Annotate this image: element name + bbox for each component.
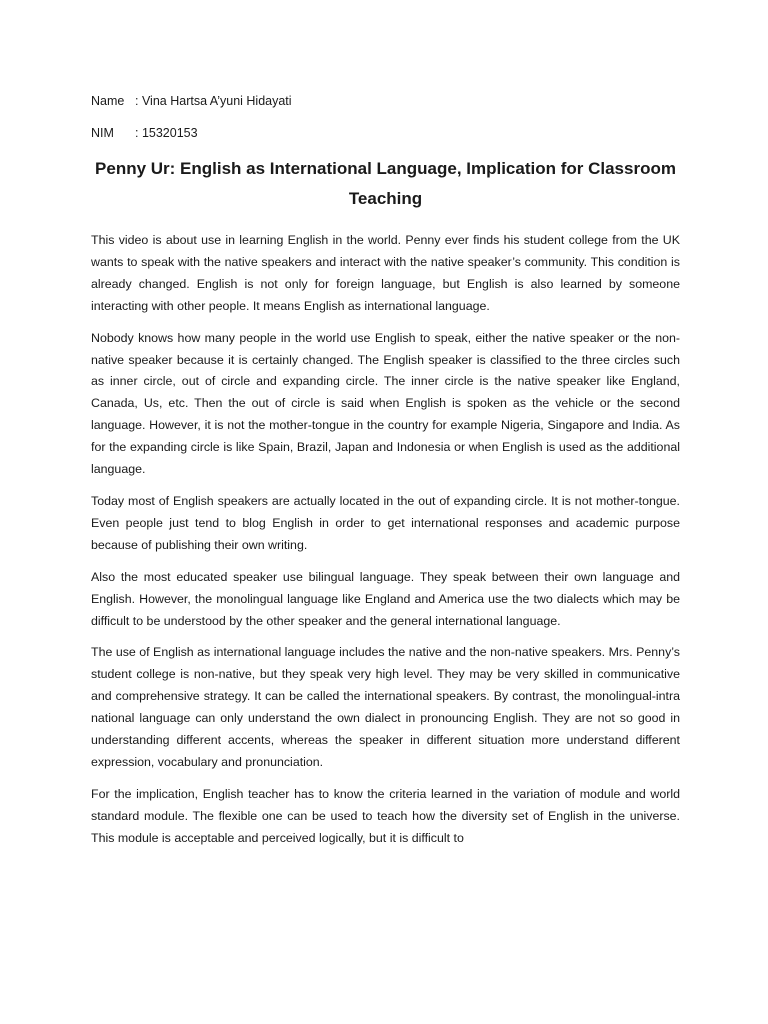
nim-value: : 15320153	[135, 126, 198, 140]
name-label: Name	[91, 94, 125, 108]
paragraph-4: Also the most educated speaker use bilingual language. They speak between their own language and English. However, the monolingual language like England and America use the two dialects which may be difficult to be understood by the other speaker and the general international language.	[91, 569, 680, 628]
paragraph-2: Nobody knows how many people in the world use English to speak, either the native speaker or the non-native speaker because it is certainly changed. The English speaker is classified to the three circles such as inner circle, out of circle and expanding circle. The inner circle is the native speaker like England, Canada, Us, etc. Then the out of circle is said when English is spoken as the vehicle or the second language. However, it is not the mother-tongue in the country for example Nigeria, Singapore and India. As for the expanding circle is like Spain, Brazil, Japan and Indonesia or when English is used as the additional language.	[91, 330, 680, 477]
paragraph-5: The use of English as international language includes the native and the non-native speakers. Mrs. Penny’s student college is non-native, but they speak very high level. They may be very skilled in communicative and comprehensive strategy. It can be called the international speakers. By contrast, the monolingual-intra national language can only understand the own dialect in pronouncing English. They are not so good in understanding different accents, whereas the speaker in different situation more understand different expression, vocabulary and pronunciation.	[91, 645, 680, 769]
nim-label: NIM	[91, 126, 114, 140]
paragraph-6: For the implication, English teacher has to know the criteria learned in the variation of module and world standard module. The flexible one can be used to teach how the diversity set of English in the universe. This module is acceptable and perceived logically, but it is difficult to	[91, 786, 680, 845]
nim-row	[91, 124, 680, 142]
name-row	[91, 92, 680, 110]
paragraph-3: Today most of English speakers are actually located in the out of expanding circle. It is not mother-tongue. Even people just tend to blog English in order to get international responses and academic purpose because of publishing their own writing.	[91, 493, 680, 552]
paragraph-1: This video is about use in learning English in the world. Penny ever finds his student college from the UK wants to speak with the native speakers and interact with the native speaker’s community. This condition is already changed. English is not only for foreign language, but English is also learned by someone interacting with other people. It means English as international language.	[91, 233, 680, 313]
document-title: Penny Ur: English as International Language, Implication for Classroom Teaching	[95, 159, 676, 208]
name-value: : Vina Hartsa A’yuni Hidayati	[135, 94, 292, 108]
